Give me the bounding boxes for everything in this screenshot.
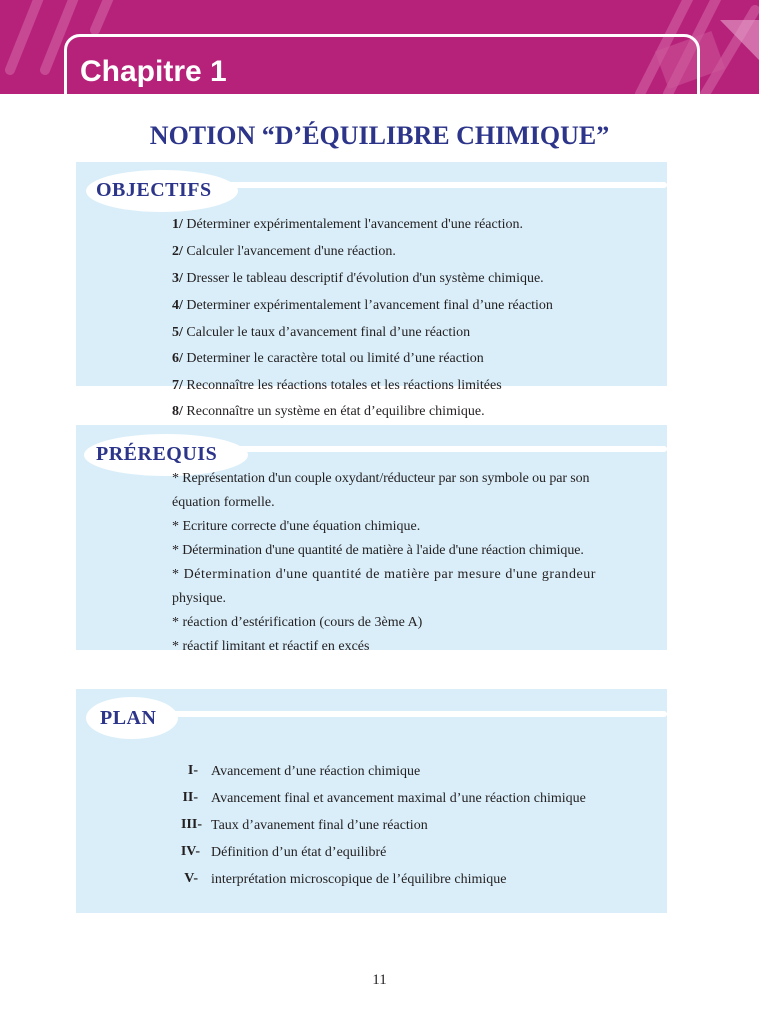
objectif-item: [172, 324, 470, 342]
page-title: NOTION “D’ÉQUILIBRE CHIMIQUE”: [149, 121, 610, 150]
objectif-number: 3/: [172, 271, 183, 286]
prerequis-line: équation formelle.: [172, 495, 275, 510]
prerequis-line: * réaction d’estérification (cours de 3ème A): [172, 615, 423, 630]
objectif-number: 8/: [172, 404, 183, 419]
prerequis-line: * Ecriture correcte d'une équation chimique.: [172, 519, 421, 534]
prerequis-title: PRÉREQUIS: [96, 443, 218, 465]
objectif-number: 1/: [172, 217, 183, 232]
objectif-item: [172, 270, 544, 288]
objectif-text: Reconnaître un système en état d’equilibre chimique.: [182, 404, 485, 419]
plan-title: PLAN: [100, 707, 157, 729]
prerequis-stripe: [200, 446, 667, 452]
objectif-item: [172, 216, 523, 234]
objectif-text: Dresser le tableau descriptif d'évolution d'un système chimique.: [182, 271, 544, 286]
objectif-text: Calculer le taux d’avancement final d’une réaction: [182, 325, 471, 340]
objectif-item: [172, 297, 553, 315]
plan-item-number: I-: [187, 763, 198, 778]
prerequis-line: * Détermination d'une quantité de matière par mesure d'une grandeur: [172, 567, 597, 582]
objectif-number: 2/: [172, 244, 183, 259]
objectif-text: Determiner expérimentalement l’avancement final d’une réaction: [182, 298, 553, 313]
plan-item-number: III-: [180, 817, 202, 832]
objectif-number: 4/: [172, 298, 183, 313]
objectif-text: Déterminer expérimentalement l'avancement d'une réaction.: [182, 217, 523, 232]
objectif-item: [172, 377, 502, 395]
plan-item-number: IV-: [180, 844, 200, 859]
objectif-item: [172, 350, 484, 368]
plan-item-text: Avancement d’une réaction chimique: [211, 764, 421, 779]
objectif-text: Calculer l'avancement d'une réaction.: [182, 244, 396, 259]
prerequis-line: * Détermination d'une quantité de matière à l'aide d'une réaction chimique.: [172, 543, 584, 558]
plan-stripe: [150, 711, 667, 717]
objectifs-title: OBJECTIFS: [96, 179, 212, 201]
page-number: 11: [372, 972, 387, 988]
plan-item-text: Définition d’un état d’equilibré: [211, 845, 387, 860]
objectif-text: Reconnaître les réactions totales et les réactions limitées: [182, 378, 502, 393]
plan-item-text: Taux d’avanement final d’une réaction: [211, 818, 428, 833]
objectif-item: [172, 243, 396, 261]
objectif-number: 6/: [172, 351, 183, 366]
objectif-item: [172, 403, 485, 421]
plan-item-text: Avancement final et avancement maximal d’une réaction chimique: [211, 791, 586, 806]
prerequis-line: physique.: [172, 591, 227, 606]
plan-item-number: V-: [184, 871, 198, 886]
objectif-number: 7/: [172, 378, 183, 393]
chapter-label: Chapitre 1: [80, 55, 227, 88]
plan-item-number: II-: [182, 790, 198, 805]
prerequis-line: * Représentation d'un couple oxydant/réducteur par son symbole ou par son: [172, 471, 590, 486]
objectifs-stripe: [180, 182, 667, 188]
objectif-number: 5/: [172, 325, 183, 340]
objectif-text: Determiner le caractère total ou limité d’une réaction: [182, 351, 484, 366]
plan-item-text: interprétation microscopique de l’équilibre chimique: [211, 872, 507, 887]
prerequis-line: * réactif limitant et réactif en excés: [172, 639, 370, 654]
